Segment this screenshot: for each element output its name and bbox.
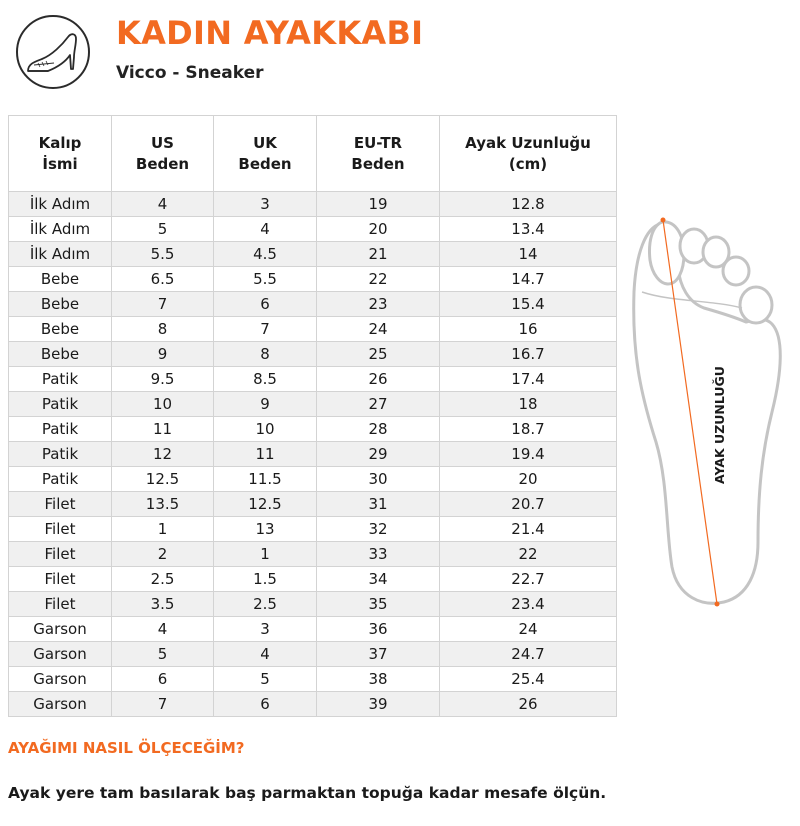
logo-badge [16, 15, 90, 89]
cell-us: 6 [112, 667, 214, 692]
cell-kalip: Filet [9, 542, 112, 567]
cell-eu-tr: 24 [317, 317, 440, 342]
cell-us: 7 [112, 292, 214, 317]
column-header-line: Beden [135, 154, 190, 173]
column-header-line: UK [253, 133, 277, 152]
cell-kalip: Patik [9, 367, 112, 392]
cell-eu-tr: 38 [317, 667, 440, 692]
cell-eu-tr: 20 [317, 217, 440, 242]
cell-kalip: Patik [9, 392, 112, 417]
cell-uk: 11 [214, 442, 317, 467]
table-row [9, 592, 617, 617]
cell-foot-length: 20 [440, 467, 617, 492]
cell-uk: 4.5 [214, 242, 317, 267]
product-subtitle: Vicco - Sneaker [116, 63, 264, 83]
cell-foot-length: 24 [440, 617, 617, 642]
cell-kalip: Patik [9, 417, 112, 442]
how-to-measure-text: Ayak yere tam basılarak baş parmaktan topuğa kadar mesafe ölçün. [8, 784, 607, 802]
cell-uk: 5 [214, 667, 317, 692]
column-header-kalip [9, 116, 112, 192]
table-row [9, 692, 617, 717]
cell-foot-length: 15.4 [440, 292, 617, 317]
table-row [9, 217, 617, 242]
cell-foot-length: 16 [440, 317, 617, 342]
cell-us: 7 [112, 692, 214, 717]
measure-start-dot [661, 218, 666, 223]
table-row [9, 667, 617, 692]
cell-kalip: İlk Adım [9, 192, 112, 217]
table-row [9, 442, 617, 467]
cell-foot-length: 12.8 [440, 192, 617, 217]
cell-us: 10 [112, 392, 214, 417]
cell-foot-length: 14.7 [440, 267, 617, 292]
column-header-line: EU-TR [353, 133, 403, 152]
cell-eu-tr: 27 [317, 392, 440, 417]
cell-foot-length: 18 [440, 392, 617, 417]
cell-eu-tr: 28 [317, 417, 440, 442]
cell-kalip: Garson [9, 692, 112, 717]
cell-uk: 1 [214, 542, 317, 567]
cell-eu-tr: 31 [317, 492, 440, 517]
column-header-us [112, 116, 214, 192]
cell-kalip: Filet [9, 492, 112, 517]
cell-us: 5 [112, 217, 214, 242]
cell-us: 8 [112, 317, 214, 342]
cell-uk: 9 [214, 392, 317, 417]
cell-eu-tr: 25 [317, 342, 440, 367]
cell-kalip: Filet [9, 567, 112, 592]
cell-us: 5.5 [112, 242, 214, 267]
cell-us: 5 [112, 642, 214, 667]
table-row [9, 417, 617, 442]
size-chart-body [9, 192, 617, 717]
column-header-line: İsmi [42, 154, 78, 173]
cell-kalip: Garson [9, 667, 112, 692]
table-row [9, 367, 617, 392]
foot-length-label: AYAK UZUNLUĞU [712, 366, 727, 484]
cell-eu-tr: 19 [317, 192, 440, 217]
table-row [9, 542, 617, 567]
cell-uk: 8 [214, 342, 317, 367]
cell-uk: 1.5 [214, 567, 317, 592]
table-row [9, 317, 617, 342]
cell-us: 9.5 [112, 367, 214, 392]
column-header-line: Ayak Uzunluğu [465, 133, 591, 152]
cell-us: 2 [112, 542, 214, 567]
table-row [9, 617, 617, 642]
cell-foot-length: 21.4 [440, 517, 617, 542]
cell-eu-tr: 22 [317, 267, 440, 292]
column-header-foot-length [440, 116, 617, 192]
cell-kalip: Bebe [9, 292, 112, 317]
cell-eu-tr: 30 [317, 467, 440, 492]
table-row [9, 517, 617, 542]
cell-us: 4 [112, 617, 214, 642]
cell-us: 6.5 [112, 267, 214, 292]
column-header-eu-tr [317, 116, 440, 192]
table-header-row [9, 116, 617, 192]
cell-foot-length: 20.7 [440, 492, 617, 517]
column-header-line: Kalıp [38, 133, 82, 152]
cell-foot-length: 18.7 [440, 417, 617, 442]
cell-us: 12.5 [112, 467, 214, 492]
cell-uk: 7 [214, 317, 317, 342]
cell-foot-length: 16.7 [440, 342, 617, 367]
measure-end-dot [715, 602, 720, 607]
cell-uk: 6 [214, 692, 317, 717]
table-row [9, 267, 617, 292]
cell-eu-tr: 23 [317, 292, 440, 317]
cell-us: 12 [112, 442, 214, 467]
cell-foot-length: 25.4 [440, 667, 617, 692]
table-row [9, 642, 617, 667]
cell-uk: 10 [214, 417, 317, 442]
cell-us: 1 [112, 517, 214, 542]
cell-eu-tr: 32 [317, 517, 440, 542]
cell-us: 4 [112, 192, 214, 217]
foot-outline-icon [632, 212, 786, 610]
cell-eu-tr: 29 [317, 442, 440, 467]
cell-eu-tr: 33 [317, 542, 440, 567]
cell-foot-length: 22.7 [440, 567, 617, 592]
cell-us: 9 [112, 342, 214, 367]
cell-foot-length: 19.4 [440, 442, 617, 467]
how-to-measure-heading: AYAĞIMI NASIL ÖLÇECEĞİM? [8, 739, 245, 757]
cell-us: 11 [112, 417, 214, 442]
cell-foot-length: 24.7 [440, 642, 617, 667]
cell-foot-length: 14 [440, 242, 617, 267]
cell-us: 13.5 [112, 492, 214, 517]
cell-kalip: Bebe [9, 267, 112, 292]
cell-uk: 3 [214, 192, 317, 217]
cell-foot-length: 17.4 [440, 367, 617, 392]
column-header-uk [214, 116, 317, 192]
column-header-line: Beden [238, 154, 292, 173]
cell-us: 2.5 [112, 567, 214, 592]
cell-foot-length: 26 [440, 692, 617, 717]
cell-kalip: Garson [9, 642, 112, 667]
cell-uk: 13 [214, 517, 317, 542]
cell-eu-tr: 26 [317, 367, 440, 392]
cell-uk: 8.5 [214, 367, 317, 392]
cell-kalip: Filet [9, 592, 112, 617]
cell-eu-tr: 35 [317, 592, 440, 617]
cell-kalip: Filet [9, 517, 112, 542]
cell-us: 3.5 [112, 592, 214, 617]
column-header-line: Beden [351, 154, 405, 173]
table-row [9, 242, 617, 267]
table-row [9, 492, 617, 517]
cell-foot-length: 13.4 [440, 217, 617, 242]
cell-eu-tr: 39 [317, 692, 440, 717]
cell-eu-tr: 34 [317, 567, 440, 592]
table-row [9, 292, 617, 317]
cell-uk: 4 [214, 642, 317, 667]
cell-kalip: Bebe [9, 342, 112, 367]
table-row [9, 342, 617, 367]
cell-kalip: Patik [9, 442, 112, 467]
cell-kalip: İlk Adım [9, 242, 112, 267]
table-row [9, 467, 617, 492]
cell-uk: 11.5 [214, 467, 317, 492]
cell-eu-tr: 36 [317, 617, 440, 642]
table-row [9, 192, 617, 217]
cell-uk: 4 [214, 217, 317, 242]
high-heel-shoe-icon [18, 17, 88, 87]
cell-kalip: Patik [9, 467, 112, 492]
cell-uk: 6 [214, 292, 317, 317]
cell-uk: 5.5 [214, 267, 317, 292]
column-header-line: (cm) [508, 154, 548, 173]
cell-uk: 3 [214, 617, 317, 642]
cell-foot-length: 23.4 [440, 592, 617, 617]
column-header-line: US [151, 133, 174, 152]
cell-eu-tr: 21 [317, 242, 440, 267]
table-row [9, 567, 617, 592]
size-chart-table [8, 115, 617, 717]
page-title: KADIN AYAKKABI [116, 14, 424, 52]
cell-eu-tr: 37 [317, 642, 440, 667]
cell-uk: 12.5 [214, 492, 317, 517]
cell-kalip: İlk Adım [9, 217, 112, 242]
table-row [9, 392, 617, 417]
cell-foot-length: 22 [440, 542, 617, 567]
cell-uk: 2.5 [214, 592, 317, 617]
cell-kalip: Bebe [9, 317, 112, 342]
cell-kalip: Garson [9, 617, 112, 642]
